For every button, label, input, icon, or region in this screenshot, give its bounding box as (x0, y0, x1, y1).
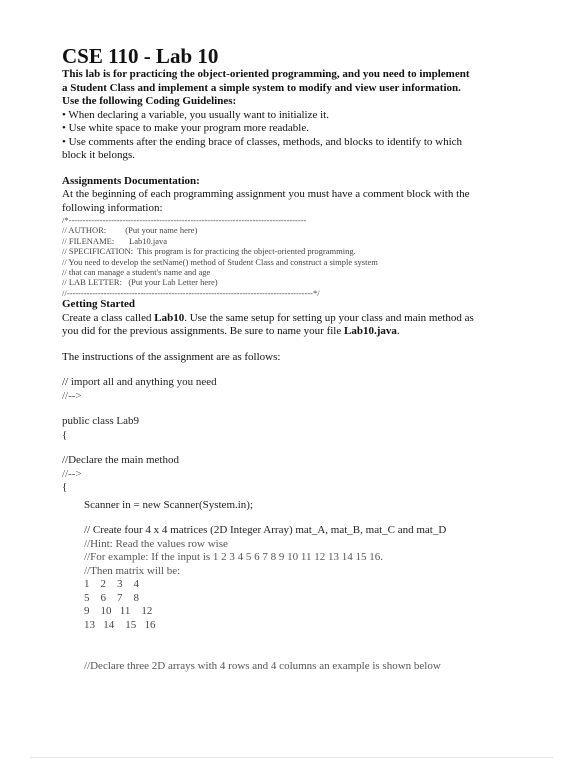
code-brace: { (62, 481, 68, 494)
page-title: CSE 110 - Lab 10 (62, 44, 219, 68)
assignments-heading: Assignments Documentation: (62, 174, 200, 187)
code-arrow: //--> (62, 389, 82, 402)
assignments-text-2: following information: (62, 201, 163, 214)
guideline-item: • When declaring a variable, you usually want to initialize it. (62, 108, 329, 121)
comment-line: /*------------------------------------------------------------------------------------ (62, 215, 307, 225)
code-declare-comment: //Declare three 2D arrays with 4 rows and 4 columns an example is shown below (84, 660, 441, 673)
code-then-comment: //Then matrix will be: (84, 564, 181, 577)
document-page (62, 44, 502, 674)
comment-block (62, 215, 502, 298)
matrix-row: 13 14 15 16 (84, 618, 156, 631)
matrix-row: 1 2 3 4 (84, 578, 139, 591)
matrix-row: 5 6 7 8 (84, 591, 139, 604)
guideline-item: block it belongs. (62, 149, 136, 161)
code-brace: { (62, 428, 68, 441)
code-class-declaration: public class Lab9 (62, 415, 139, 428)
comment-line: // SPECIFICATION: This program is for practicing the object-oriented programming. (62, 246, 356, 257)
code-main-comment: //Declare the main method (62, 454, 179, 467)
code-import-comment: // import all and anything you need (62, 376, 217, 389)
comment-line: // LAB LETTER: (Put your Lab Letter here) (62, 277, 218, 288)
matrix-row: 9 10 11 12 (84, 605, 153, 618)
guideline-item: • Use comments after the ending brace of classes, methods, and blocks to identify to which (62, 135, 463, 148)
getting-started-line-2: you did for the previous assignments. Be sure to name your file Lab10.java. (62, 325, 400, 338)
code-scanner: Scanner in = new Scanner(System.in); (84, 498, 254, 511)
comment-line: // AUTHOR: (Put your name here) (62, 225, 198, 236)
comment-line: // FILENAME: Lab10.java (62, 235, 168, 246)
matrix-example (62, 578, 502, 632)
intro-line-2: a Student Class and implement a simple system to modify and view user information. (62, 81, 461, 94)
page-bottom-rule (30, 757, 553, 758)
guideline-item: • Use white space to make your program more readable. (62, 122, 309, 134)
code-hint-comment: //Hint: Read the values row wise (84, 537, 228, 550)
getting-started-heading: Getting Started (62, 298, 136, 311)
comment-line: //---------------------------------------------------------------------------------------*/ (62, 287, 320, 298)
code-create-comment: // Create four 4 x 4 matrices (2D Integer Array) mat_A, mat_B, mat_C and mat_D (84, 524, 447, 537)
code-arrow: //--> (62, 467, 82, 480)
comment-line: // You need to develop the setName() method of Student Class and construct a simple system (62, 256, 378, 267)
intro-line-1: This lab is for practicing the object-oriented programming, and you need to implement (62, 68, 470, 80)
assignments-text-1: At the beginning of each programming assignment you must have a comment block with the (62, 188, 470, 200)
guidelines-heading: Use the following Coding Guidelines: (62, 95, 237, 107)
comment-line: // that can manage a student's name and age (62, 267, 211, 278)
getting-started-line-1: Create a class called Lab10. Use the same setup for setting up your class and main method as (62, 311, 474, 324)
instructions-line: The instructions of the assignment are as follows: (62, 350, 281, 363)
code-example-comment: //For example: If the input is 1 2 3 4 5 6 7 8 9 10 11 12 13 14 15 16. (84, 551, 384, 564)
